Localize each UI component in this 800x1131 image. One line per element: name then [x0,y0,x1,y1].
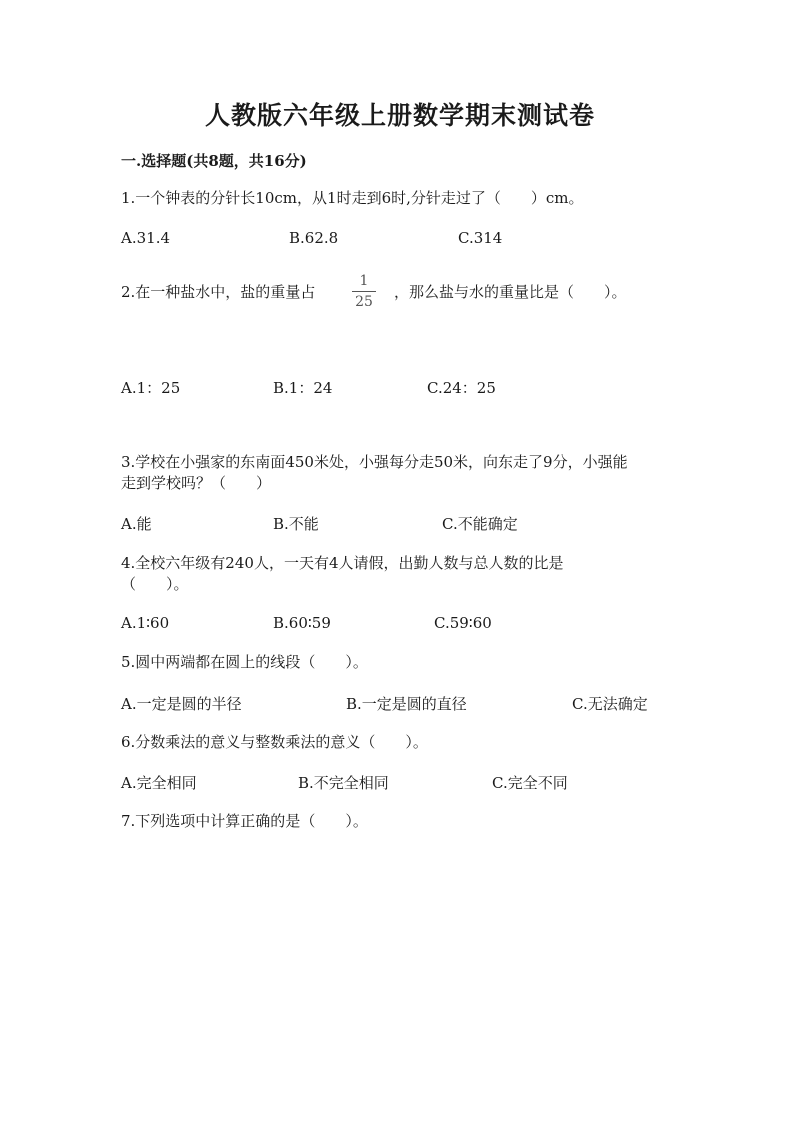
question-2-text: 2.在一种盐水中，盐的重量占 [121,283,316,301]
question-7-text: 7.下列选项中计算正确的是（ ）。 [121,812,368,830]
question-4-option-b: B.60∶59 [273,614,331,632]
question-2-option-a: A.1：25 [121,379,181,397]
question-2-fraction [350,272,378,311]
question-1-option-a: A.31.4 [121,229,170,247]
question-6-option-a: A.完全相同 [121,774,197,792]
question-1-option-c: C.314 [458,229,503,247]
fraction-bar [352,291,376,292]
question-3-text-line1: 3.学校在小强家的东南面450米处，小强每分走50米，向东走了9分，小强能 [121,453,628,471]
question-3-option-a: A.能 [121,515,152,533]
fraction-numerator: 1 [359,273,369,289]
question-3-option-b: B.不能 [273,515,319,533]
fraction-denominator: 25 [355,294,373,310]
question-3-option-c: C.不能确定 [442,515,518,533]
question-6-option-b: B.不完全相同 [298,774,389,792]
question-5-option-b: B.一定是圆的直径 [346,695,467,713]
question-4-text-line1: 4.全校六年级有240人，一天有4人请假，出勤人数与总人数的比是 [121,554,564,572]
question-6-text: 6.分数乘法的意义与整数乘法的意义（ ）。 [121,733,428,751]
question-5-option-a: A.一定是圆的半径 [121,695,242,713]
question-2-option-c: C.24：25 [427,379,496,397]
question-6-option-c: C.完全不同 [492,774,568,792]
question-5-text: 5.圆中两端都在圆上的线段（ ）。 [121,653,368,671]
question-2-option-b: B.1：24 [273,379,333,397]
question-1-text: 1.一个钟表的分针长10cm，从1时走到6时,分针走过了（ ）cm。 [121,189,584,207]
question-3-text-line2: 走到学校吗？（ ） [121,474,272,492]
page-title: 人教版六年级上册数学期末测试卷 [204,101,595,130]
section-heading: 一.选择题(共8题，共16分) [121,152,307,170]
question-4-text-line2: （ ）。 [121,575,189,593]
question-4-option-c: C.59∶60 [434,614,492,632]
question-4-option-a: A.1∶60 [121,614,170,632]
question-5-option-c: C.无法确定 [572,695,648,713]
question-2-text-after: ，那么盐与水的重量比是（ ）。 [394,283,627,301]
question-1-option-b: B.62.8 [289,229,339,247]
